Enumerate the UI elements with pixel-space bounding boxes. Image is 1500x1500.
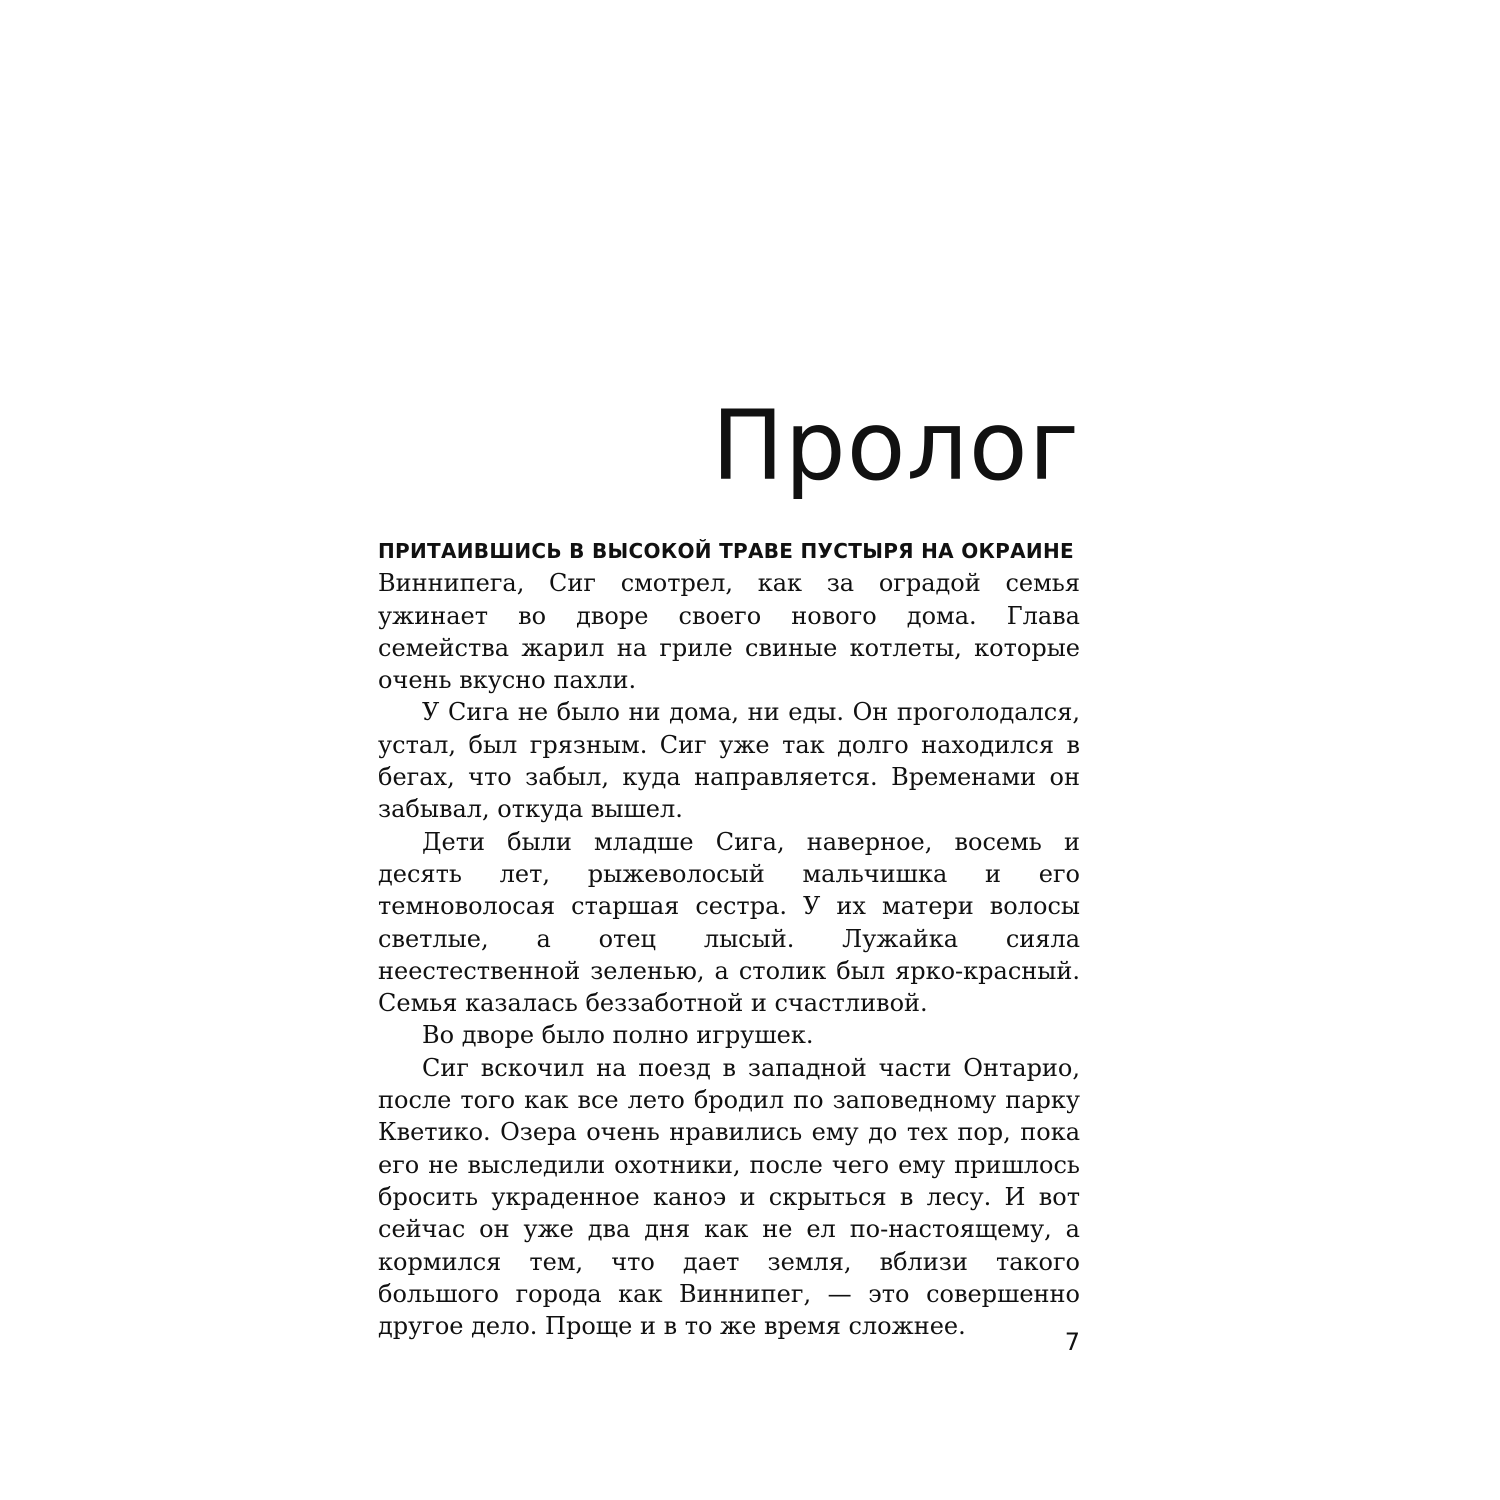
page-number: 7 [1064,1328,1080,1356]
book-page [378,0,1080,1500]
lead-in-caps: ПРИТАИВШИСЬ В ВЫСОКОЙ ТРАВЕ ПУСТЫРЯ НА ОКРАИНЕ [378,539,1074,563]
paragraph-3: Дети были младше Сига, наверное, восемь и десять лет, рыжеволосый мальчишка и его темноволосая старшая сестра. У их матери волосы светлые, а отец лысый. Лужайка сияла неестественной зеленью, а столик был ярко-красный. Семья казалась беззаботной и счастливой. [378,827,1080,1018]
paragraph-4: Во дворе было полно игрушек. [422,1021,814,1050]
paragraph-2: У Сига не было ни дома, ни еды. Он проголодался, устал, был грязным. Сиг уже так долго находился в бегах, что забыл, куда направляется. Временами он забывал, откуда вышел. [378,698,1080,824]
paragraph-5: Сиг вскочил на поезд в западной части Онтарио, после того как все лето бродил по заповедному парку Кветико. Озера очень нравились ему до тех пор, пока его не выследили охотники, после чего ему пришлось бросить украденное каноэ и скрыться в лесу. И вот сейчас он уже два дня как не ел по-настоящему, а кормился тем, что дает земля, вблизи такого большого города как Виннипег, — это совершенно другое дело. Проще и в то же время сложнее. [378,1053,1080,1341]
paragraph-1 [378,534,1080,696]
paragraph-1-text: Виннипега, Сиг смотрел, как за оградой семья ужинает во дворе своего нового дома. Глава семейства жарил на гриле свиные котлеты, которые очень вкусно пахли. [378,569,1080,695]
chapter-title: Пролог [711,390,1080,502]
body-text [378,534,1080,1342]
